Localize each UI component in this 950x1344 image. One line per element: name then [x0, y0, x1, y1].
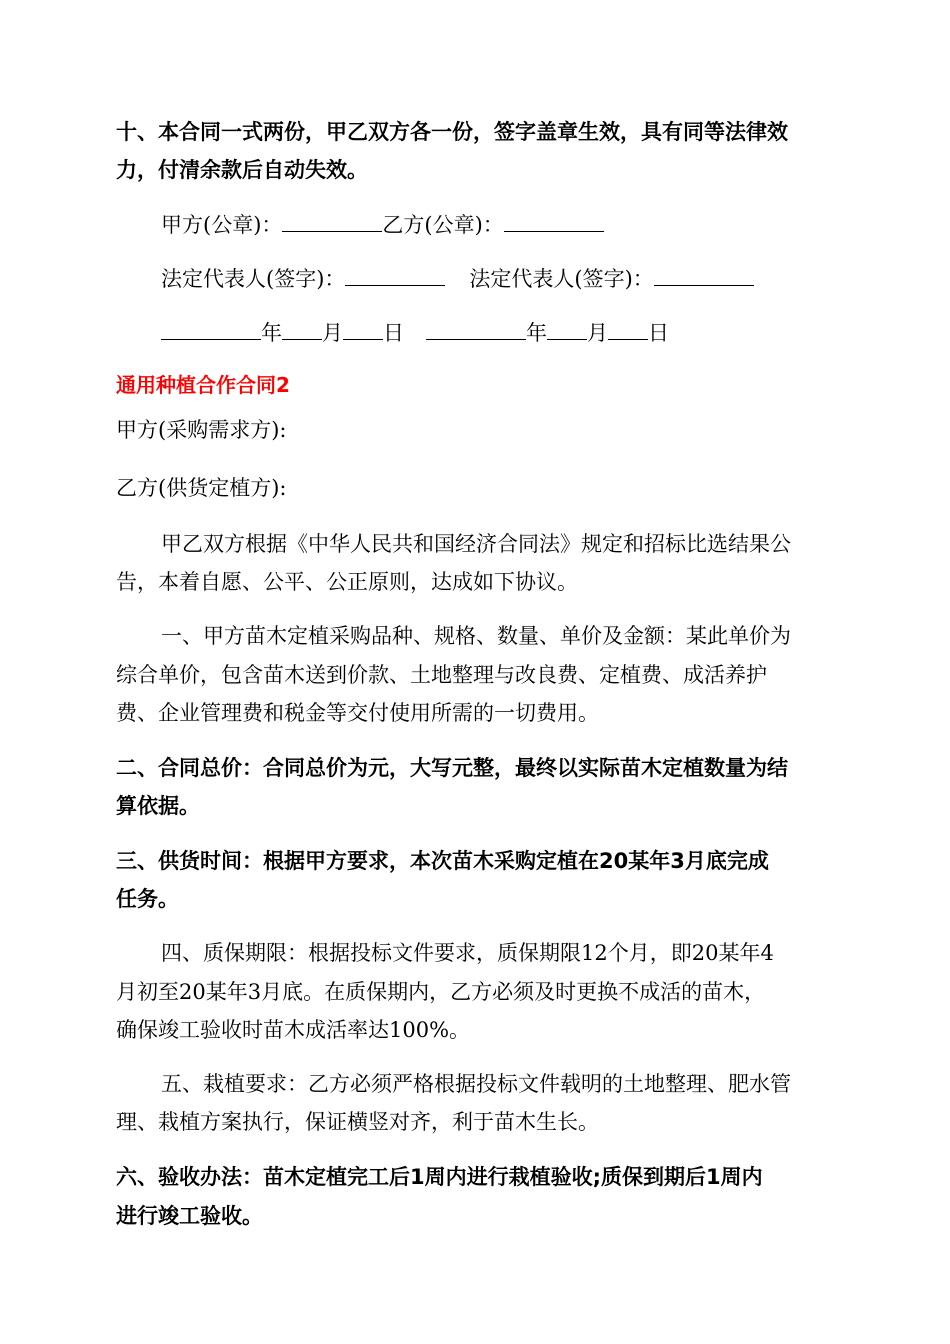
clause-4-line-3: 确保竣工验收时苗木成活率达100%。	[116, 1018, 471, 1042]
party-a-seal-label: 甲方(公章)：	[161, 213, 283, 237]
clause-3-line-2: 任务。	[116, 887, 179, 911]
date-a-year-blank	[161, 317, 261, 340]
date-a-year-label: 年	[261, 321, 282, 345]
clause-5-line-1: 五、栽植要求：乙方必须严格根据投标文件载明的土地整理、肥水管	[161, 1072, 791, 1096]
intro-line-2: 告，本着自愿、公平、公正原则，达成如下协议。	[116, 570, 578, 594]
clause-10-line-2: 力，付清余款后自动失效。	[116, 158, 368, 182]
clause-5-line-2: 理、栽植方案执行，保证横竖对齐，利于苗木生长。	[116, 1110, 599, 1134]
party-b-line: 乙方(供货定植方):	[116, 476, 287, 500]
date-a-month-label: 月	[322, 321, 343, 345]
signature-date-row	[161, 317, 669, 347]
clause-2-line-1: 二、合同总价：合同总价为元，大写元整，最终以实际苗木定植数量为结	[116, 756, 788, 780]
clause-4-line-2: 月初至20某年3月底。在质保期内，乙方必须及时更换不成活的苗木，	[116, 980, 766, 1004]
rep-b-label: 法定代表人(签字)：	[469, 267, 654, 291]
clause-6-line-1: 六、验收办法：苗木定植完工后1周内进行栽植验收;质保到期后1周内	[116, 1165, 763, 1189]
date-b-year-blank	[426, 317, 526, 340]
clause-10-line-1: 十、本合同一式两份，甲乙双方各一份，签字盖章生效，具有同等法律效	[116, 120, 788, 144]
date-b-day-blank	[608, 317, 648, 340]
clause-3-line-1: 三、供货时间：根据甲方要求，本次苗木采购定植在20某年3月底完成	[116, 849, 769, 873]
rep-a-label: 法定代表人(签字)：	[161, 267, 346, 291]
clause-2-line-2: 算依据。	[116, 794, 200, 818]
date-a-day-blank	[343, 317, 383, 340]
rep-b-blank	[654, 263, 754, 286]
signature-rep-row	[161, 263, 754, 293]
date-a-month-blank	[282, 317, 322, 340]
party-b-seal-label: 乙方(公章)：	[382, 213, 504, 237]
clause-6-line-2: 进行竣工验收。	[116, 1204, 263, 1228]
clause-4-line-1: 四、质保期限：根据投标文件要求，质保期限12个月，即20某年4	[161, 941, 774, 965]
date-b-day-label: 日	[648, 321, 669, 345]
clause-1-line-1: 一、甲方苗木定植采购品种、规格、数量、单价及金额：某此单价为	[161, 624, 791, 648]
signature-seal-row	[161, 209, 604, 239]
party-a-seal-blank	[282, 209, 382, 232]
clause-1-line-3: 费、企业管理费和税金等交付使用所需的一切费用。	[116, 701, 599, 725]
clause-1-line-2: 综合单价，包含苗木送到价款、土地整理与改良费、定植费、成活养护	[116, 663, 767, 687]
date-b-month-blank	[547, 317, 587, 340]
date-b-month-label: 月	[587, 321, 608, 345]
date-a-day-label: 日	[383, 321, 404, 345]
party-a-line: 甲方(采购需求方):	[116, 418, 287, 442]
contract-2-title: 通用种植合作合同2	[116, 373, 290, 397]
date-b-year-label: 年	[526, 321, 547, 345]
rep-a-blank	[345, 263, 445, 286]
party-b-seal-blank	[504, 209, 604, 232]
intro-line-1: 甲乙双方根据《中华人民共和国经济合同法》规定和招标比选结果公	[161, 532, 791, 556]
